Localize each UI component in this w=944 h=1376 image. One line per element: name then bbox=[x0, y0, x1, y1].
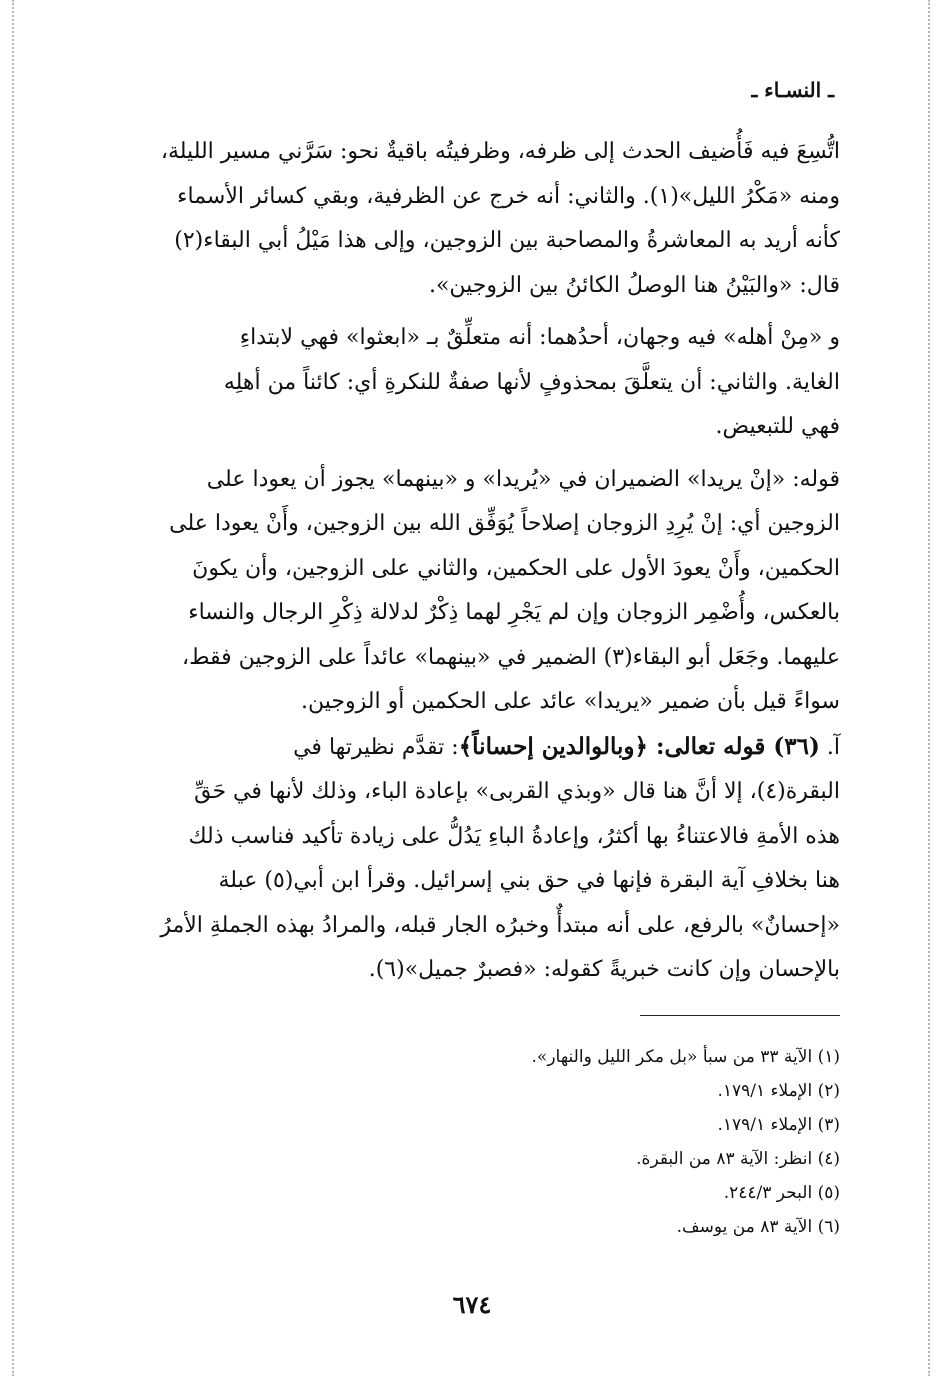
text-line: البقرة(٤)، إلا أنَّ هنا قال «وبذي القربى» بإعادة الباء، وذلك لأنها في حَقِّ bbox=[194, 779, 840, 804]
page-number: ٦٧٤ bbox=[452, 1290, 492, 1319]
text-line: عليهما. وجَعَل أبو البقاء(٣) الضمير في «بينهما» عائداً على الزوجين فقط، bbox=[182, 644, 840, 670]
footnote-divider bbox=[640, 1015, 840, 1016]
running-header: ـ النسـاء ـ bbox=[751, 78, 834, 102]
text-line: قال: «والبَيْنُ هنا الوصلُ الكائنُ بين الزوجين». bbox=[428, 272, 840, 298]
text-line: هذه الأمةِ فالاعتناءُ بها أكثرُ، وإعادةُ الباءِ يَدُلُّ على زيادة تأكيد فناسب ذلك bbox=[188, 823, 840, 849]
text-line: «إحسانٌ» بالرفع، على أنه مبتدأٌ وخبرُه الجار قبله، والمرادُ بهذه الجملةِ الأمرُ bbox=[160, 912, 840, 938]
footnote: (٥) البحر ٢٤٤/٣. bbox=[723, 1183, 840, 1203]
text-line: الغاية. والثاني: أن يتعلَّقَ بمحذوفٍ لأنها صفةٌ للنكرةِ أي: كائناً من أهلِه bbox=[223, 369, 840, 395]
main-text bbox=[96, 130, 840, 993]
text-line: سواءً قيل بأن ضمير «يريدا» عائد على الحكمين أو الزوجين. bbox=[301, 689, 840, 714]
text-line: الزوجين أي: إنْ يُرِدِ الزوجان إصلاحاً يُوَفِّق الله بين الزوجين، وأَنْ يعودا على bbox=[169, 511, 840, 536]
footnote: (٤) انظر: الآية ٨٣ من البقرة. bbox=[636, 1149, 840, 1169]
verse-heading-line bbox=[96, 725, 840, 771]
text-line: بالعكس، وأُضْمِر الزوجان وإن لم يَجْرِ لهما ذِكْرٌ لدلالة ذِكْرِ الرجال والنساء bbox=[188, 600, 840, 625]
text-line: كأنه أريد به المعاشرةُ والمصاحبة بين الزوجين، وإلى هذا مَيْلُ أبي البقاء(٢) bbox=[174, 228, 840, 253]
verse-rest: : تقدَّم نظيرتها في bbox=[293, 734, 459, 760]
left-margin-dots bbox=[12, 0, 14, 1376]
verse-prefix: آ. bbox=[819, 734, 840, 760]
text-line: ومنه «مَكْرُ الليل»(١). والثاني: أنه خرج عن الظرفية، وبقي كسائر الأسماء bbox=[177, 183, 840, 209]
footnotes bbox=[200, 1040, 840, 1244]
verse-heading: (٣٦) قوله تعالى: ﴿وبالوالدين إحساناً﴾ bbox=[458, 732, 820, 760]
footnote: (١) الآية ٣٣ من سبأ «بل مكر الليل والنهار». bbox=[531, 1047, 840, 1067]
footnote: (٢) الإملاء ١٧٩/١. bbox=[717, 1081, 840, 1101]
text-line: قوله: «إنْ يريدا» الضميران في «يُريدا» و «بينهما» يجوز أن يعودا على bbox=[206, 466, 840, 492]
footnote: (٦) الآية ٨٣ من يوسف. bbox=[676, 1217, 840, 1237]
text-line: اتُّسِعَ فيه فَأُضيف الحدث إلى ظرفه، وظرفيتُه باقيةٌ نحو: سَرَّني مسير الليلة، bbox=[160, 139, 840, 164]
text-line: فهي للتبعيض. bbox=[715, 414, 840, 439]
text-line: هنا بخلافِ آية البقرة فإنها في حق بني إسرائيل. وقرأ ابن أبي(٥) عبلة bbox=[218, 868, 840, 893]
footnote: (٣) الإملاء ١٧٩/١. bbox=[717, 1115, 840, 1135]
text-line: الحكمين، وأَنْ يعودَ الأول على الحكمين، والثاني على الزوجين، وأن يكونَ bbox=[192, 555, 840, 581]
right-margin-dots bbox=[928, 0, 930, 1376]
text-line: بالإحسان وإن كانت خبريةً كقوله: «فصبرٌ جميل»(٦). bbox=[368, 957, 840, 982]
text-line: و «مِنْ أهله» فيه وجهان، أحدُهما: أنه متعلِّقٌ بـ «ابعثوا» فهي لابتداءِ bbox=[239, 325, 840, 350]
